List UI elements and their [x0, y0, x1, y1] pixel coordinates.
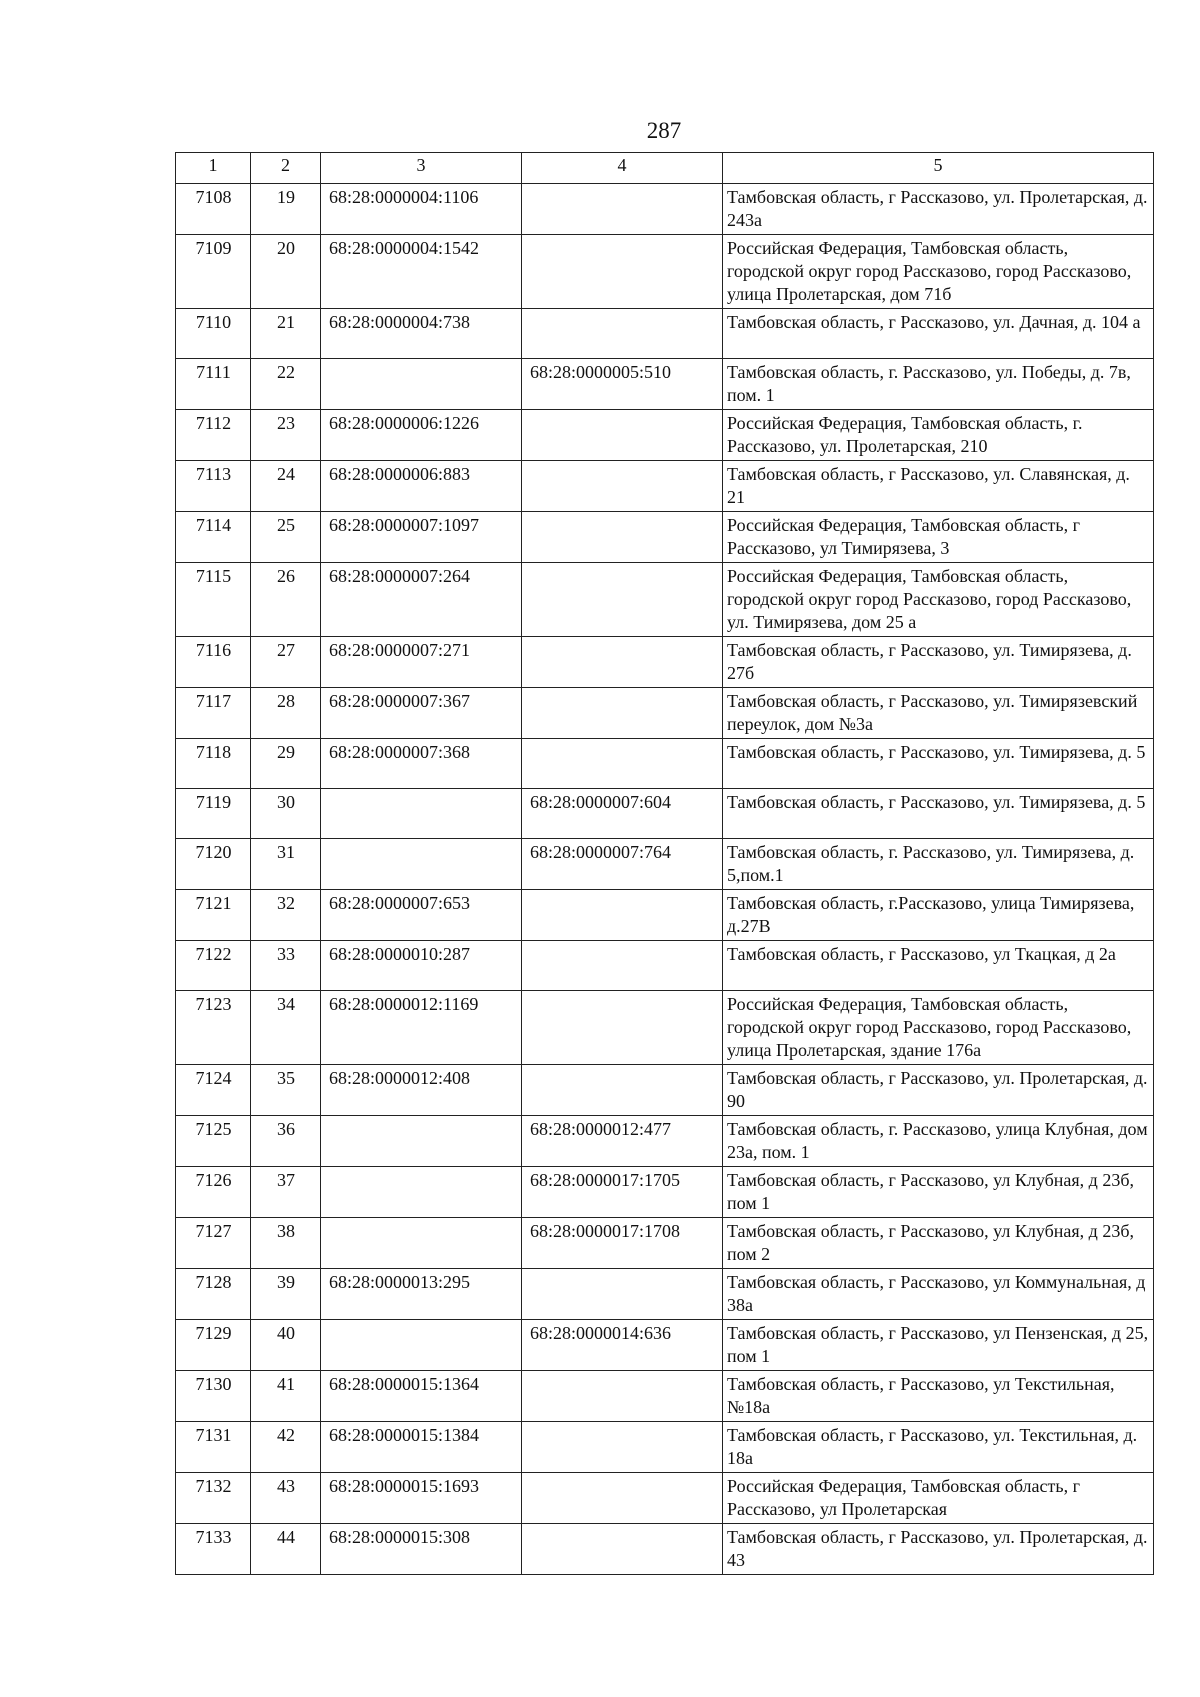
- row-number-cell: 7129: [176, 1320, 251, 1371]
- premises-cadastral-cell: [522, 1371, 723, 1422]
- cadastral-number-cell: 68:28:0000012:1169: [321, 991, 522, 1065]
- row-index-cell: 21: [251, 309, 321, 359]
- premises-cadastral-cell: [522, 1473, 723, 1524]
- address-cell: Тамбовская область, г Рассказово, ул. Текстильная, д. 18а: [723, 1422, 1154, 1473]
- row-number-cell: 7118: [176, 739, 251, 789]
- row-number-cell: 7133: [176, 1524, 251, 1575]
- table-row: [176, 1473, 1154, 1524]
- row-number-cell: 7125: [176, 1116, 251, 1167]
- row-index-cell: 42: [251, 1422, 321, 1473]
- cadastral-number-cell: [321, 789, 522, 839]
- cadastral-number-cell: [321, 1116, 522, 1167]
- premises-cadastral-cell: [522, 1065, 723, 1116]
- premises-cadastral-cell: 68:28:0000007:604: [522, 789, 723, 839]
- table-row: [176, 1116, 1154, 1167]
- address-cell: Тамбовская область, г Рассказово, ул. Дачная, д. 104 а: [723, 309, 1154, 359]
- row-index-cell: 26: [251, 563, 321, 637]
- address-cell: Тамбовская область, г Рассказово, ул. Тимирязева, д. 27б: [723, 637, 1154, 688]
- table-row: [176, 739, 1154, 789]
- row-number-cell: 7120: [176, 839, 251, 890]
- row-index-cell: 34: [251, 991, 321, 1065]
- row-index-cell: 20: [251, 235, 321, 309]
- premises-cadastral-cell: 68:28:0000014:636: [522, 1320, 723, 1371]
- table-row: [176, 512, 1154, 563]
- cadastral-number-cell: 68:28:0000004:1106: [321, 184, 522, 235]
- address-cell: Российская Федерация, Тамбовская область, г Рассказово, ул Тимирязева, 3: [723, 512, 1154, 563]
- premises-cadastral-cell: [522, 890, 723, 941]
- address-cell: Тамбовская область, г Рассказово, ул. Тимирязевский переулок, дом №3а: [723, 688, 1154, 739]
- cadastral-number-cell: 68:28:0000007:653: [321, 890, 522, 941]
- premises-cadastral-cell: [522, 410, 723, 461]
- page-number: 287: [646, 118, 682, 143]
- column-header-1: 1: [176, 153, 251, 184]
- cadastral-number-cell: 68:28:0000007:367: [321, 688, 522, 739]
- cadastral-number-cell: 68:28:0000007:271: [321, 637, 522, 688]
- row-index-cell: 23: [251, 410, 321, 461]
- row-number-cell: 7128: [176, 1269, 251, 1320]
- premises-cadastral-cell: [522, 688, 723, 739]
- premises-cadastral-cell: [522, 739, 723, 789]
- row-number-cell: 7113: [176, 461, 251, 512]
- premises-cadastral-cell: [522, 235, 723, 309]
- row-number-cell: 7119: [176, 789, 251, 839]
- address-cell: Тамбовская область, г. Рассказово, ул. Тимирязева, д. 5,пом.1: [723, 839, 1154, 890]
- row-index-cell: 27: [251, 637, 321, 688]
- row-index-cell: 25: [251, 512, 321, 563]
- row-index-cell: 36: [251, 1116, 321, 1167]
- premises-cadastral-cell: [522, 512, 723, 563]
- row-number-cell: 7112: [176, 410, 251, 461]
- table-row: [176, 410, 1154, 461]
- header-row: [176, 153, 1154, 184]
- table-row: [176, 309, 1154, 359]
- address-cell: Российская Федерация, Тамбовская область, г Рассказово, ул Пролетарская: [723, 1473, 1154, 1524]
- cadastral-number-cell: 68:28:0000006:1226: [321, 410, 522, 461]
- row-index-cell: 22: [251, 359, 321, 410]
- table-row: [176, 1422, 1154, 1473]
- table-row: [176, 1167, 1154, 1218]
- cadastral-number-cell: [321, 839, 522, 890]
- column-header-4: 4: [522, 153, 723, 184]
- row-index-cell: 32: [251, 890, 321, 941]
- table-row: [176, 1218, 1154, 1269]
- row-number-cell: 7116: [176, 637, 251, 688]
- cadastral-number-cell: 68:28:0000015:308: [321, 1524, 522, 1575]
- address-cell: Тамбовская область, г.Рассказово, улица Тимирязева, д.27В: [723, 890, 1154, 941]
- row-index-cell: 19: [251, 184, 321, 235]
- table-row: [176, 184, 1154, 235]
- cadastral-number-cell: [321, 1320, 522, 1371]
- row-index-cell: 43: [251, 1473, 321, 1524]
- table-row: [176, 941, 1154, 991]
- table-row: [176, 991, 1154, 1065]
- premises-cadastral-cell: 68:28:0000017:1705: [522, 1167, 723, 1218]
- cadastral-number-cell: 68:28:0000015:1384: [321, 1422, 522, 1473]
- row-index-cell: 35: [251, 1065, 321, 1116]
- address-cell: Тамбовская область, г Рассказово, ул Коммунальная, д 38а: [723, 1269, 1154, 1320]
- row-number-cell: 7117: [176, 688, 251, 739]
- address-cell: Тамбовская область, г. Рассказово, улица Клубная, дом 23а, пом. 1: [723, 1116, 1154, 1167]
- cadastral-number-cell: 68:28:0000015:1364: [321, 1371, 522, 1422]
- table-row: [176, 890, 1154, 941]
- row-index-cell: 30: [251, 789, 321, 839]
- address-cell: Тамбовская область, г Рассказово, ул. Пролетарская, д. 90: [723, 1065, 1154, 1116]
- premises-cadastral-cell: 68:28:0000005:510: [522, 359, 723, 410]
- row-number-cell: 7111: [176, 359, 251, 410]
- address-cell: Российская Федерация, Тамбовская область, городской округ город Рассказово, город Рассказово, ул. Тимирязева, дом 25 а: [723, 563, 1154, 637]
- row-number-cell: 7114: [176, 512, 251, 563]
- table-row: [176, 789, 1154, 839]
- premises-cadastral-cell: [522, 309, 723, 359]
- table-row: [176, 637, 1154, 688]
- table-row: [176, 839, 1154, 890]
- table-row: [176, 688, 1154, 739]
- premises-cadastral-cell: [522, 461, 723, 512]
- row-number-cell: 7126: [176, 1167, 251, 1218]
- table-row: [176, 1371, 1154, 1422]
- address-cell: Российская Федерация, Тамбовская область, г. Рассказово, ул. Пролетарская, 210: [723, 410, 1154, 461]
- premises-cadastral-cell: [522, 1524, 723, 1575]
- row-number-cell: 7108: [176, 184, 251, 235]
- row-index-cell: 39: [251, 1269, 321, 1320]
- address-cell: Тамбовская область, г Рассказово, ул Текстильная, №18а: [723, 1371, 1154, 1422]
- column-header-2: 2: [251, 153, 321, 184]
- address-cell: Тамбовская область, г Рассказово, ул. Пролетарская, д. 243а: [723, 184, 1154, 235]
- address-cell: Тамбовская область, г Рассказово, ул. Тимирязева, д. 5: [723, 789, 1154, 839]
- address-cell: Российская Федерация, Тамбовская область, городской округ город Рассказово, город Рассказово, улица Пролетарская, дом 71б: [723, 235, 1154, 309]
- premises-cadastral-cell: 68:28:0000007:764: [522, 839, 723, 890]
- table-row: [176, 461, 1154, 512]
- row-number-cell: 7132: [176, 1473, 251, 1524]
- address-cell: Тамбовская область, г Рассказово, ул Пензенская, д 25, пом 1: [723, 1320, 1154, 1371]
- premises-cadastral-cell: [522, 991, 723, 1065]
- row-index-cell: 29: [251, 739, 321, 789]
- row-number-cell: 7123: [176, 991, 251, 1065]
- table-row: [176, 1524, 1154, 1575]
- table-row: [176, 563, 1154, 637]
- address-cell: Тамбовская область, г Рассказово, ул. Тимирязева, д. 5: [723, 739, 1154, 789]
- cadastral-number-cell: 68:28:0000012:408: [321, 1065, 522, 1116]
- table-row: [176, 1269, 1154, 1320]
- cadastral-number-cell: [321, 359, 522, 410]
- premises-cadastral-cell: [522, 1422, 723, 1473]
- row-index-cell: 41: [251, 1371, 321, 1422]
- table-row: [176, 359, 1154, 410]
- premises-cadastral-cell: [522, 184, 723, 235]
- cadastral-number-cell: 68:28:0000004:1542: [321, 235, 522, 309]
- table-header: [176, 153, 1154, 184]
- table-row: [176, 235, 1154, 309]
- premises-cadastral-cell: 68:28:0000017:1708: [522, 1218, 723, 1269]
- cadastral-number-cell: 68:28:0000007:264: [321, 563, 522, 637]
- row-number-cell: 7130: [176, 1371, 251, 1422]
- column-header-5: 5: [723, 153, 1154, 184]
- row-number-cell: 7115: [176, 563, 251, 637]
- table-row: [176, 1320, 1154, 1371]
- row-number-cell: 7131: [176, 1422, 251, 1473]
- table-body: [176, 184, 1154, 1575]
- address-cell: Тамбовская область, г. Рассказово, ул. Победы, д. 7в, пом. 1: [723, 359, 1154, 410]
- column-header-3: 3: [321, 153, 522, 184]
- cadastral-number-cell: 68:28:0000015:1693: [321, 1473, 522, 1524]
- row-index-cell: 28: [251, 688, 321, 739]
- address-cell: Тамбовская область, г Рассказово, ул. Пролетарская, д. 43: [723, 1524, 1154, 1575]
- address-cell: Тамбовская область, г Рассказово, ул Клубная, д 23б, пом 1: [723, 1167, 1154, 1218]
- cadastral-number-cell: 68:28:0000007:1097: [321, 512, 522, 563]
- cadastral-number-cell: 68:28:0000006:883: [321, 461, 522, 512]
- premises-cadastral-cell: [522, 563, 723, 637]
- row-number-cell: 7122: [176, 941, 251, 991]
- row-index-cell: 37: [251, 1167, 321, 1218]
- row-number-cell: 7121: [176, 890, 251, 941]
- row-index-cell: 24: [251, 461, 321, 512]
- address-cell: Тамбовская область, г Рассказово, ул. Славянская, д. 21: [723, 461, 1154, 512]
- row-number-cell: 7127: [176, 1218, 251, 1269]
- row-index-cell: 38: [251, 1218, 321, 1269]
- row-number-cell: 7110: [176, 309, 251, 359]
- row-index-cell: 40: [251, 1320, 321, 1371]
- row-index-cell: 33: [251, 941, 321, 991]
- row-index-cell: 31: [251, 839, 321, 890]
- premises-cadastral-cell: 68:28:0000012:477: [522, 1116, 723, 1167]
- cadastral-number-cell: 68:28:0000007:368: [321, 739, 522, 789]
- table-row: [176, 1065, 1154, 1116]
- address-cell: Российская Федерация, Тамбовская область, городской округ город Рассказово, город Рассказово, улица Пролетарская, здание 176а: [723, 991, 1154, 1065]
- cadastral-number-cell: 68:28:0000010:287: [321, 941, 522, 991]
- cadastral-number-cell: 68:28:0000004:738: [321, 309, 522, 359]
- property-table: [175, 152, 1154, 1575]
- premises-cadastral-cell: [522, 941, 723, 991]
- address-cell: Тамбовская область, г Рассказово, ул Ткацкая, д 2а: [723, 941, 1154, 991]
- row-number-cell: 7109: [176, 235, 251, 309]
- premises-cadastral-cell: [522, 1269, 723, 1320]
- cadastral-number-cell: [321, 1167, 522, 1218]
- row-number-cell: 7124: [176, 1065, 251, 1116]
- row-index-cell: 44: [251, 1524, 321, 1575]
- cadastral-number-cell: [321, 1218, 522, 1269]
- address-cell: Тамбовская область, г Рассказово, ул Клубная, д 23б, пом 2: [723, 1218, 1154, 1269]
- cadastral-number-cell: 68:28:0000013:295: [321, 1269, 522, 1320]
- premises-cadastral-cell: [522, 637, 723, 688]
